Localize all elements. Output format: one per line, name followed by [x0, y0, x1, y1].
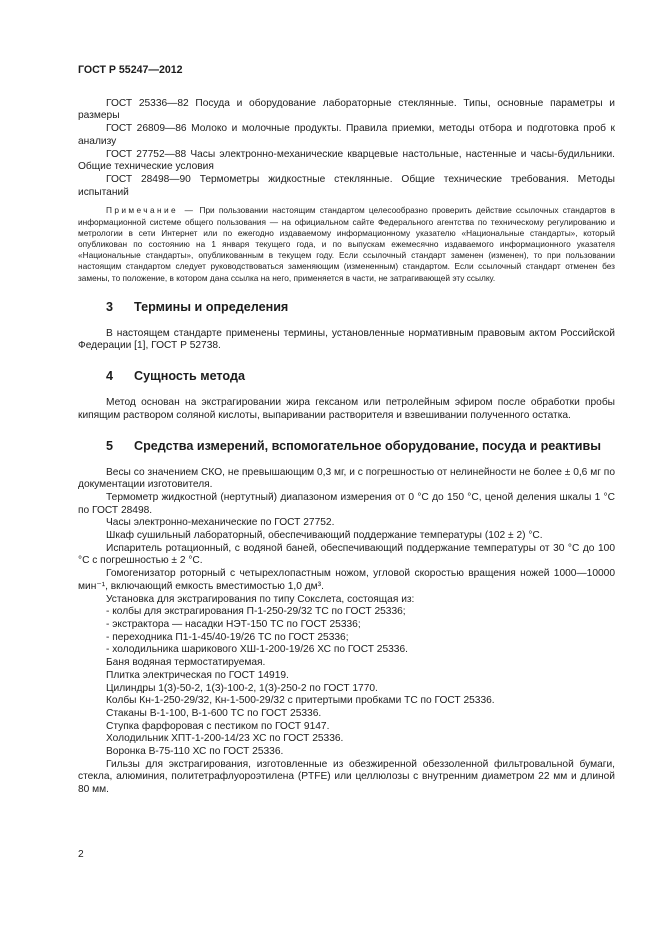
scales-paragraph: Весы со значением СКО, не превышающим 0,3 мг, и с погрешностью от нелинейности не более ± 0,6 мг по документации изготовителя.: [78, 466, 615, 491]
section-number: 4: [106, 369, 114, 384]
thimbles-paragraph: Гильзы для экстрагирования, изготовленные из обезжиренной обеззоленной фильтровальной бумаги, стекла, алюминия, политетрафлуороэтилена (PTFE) или целлюлозы с внутренним диаметром 22 мм и длиной 80 мм.: [78, 758, 615, 796]
section-title: Средства измерений, вспомогательное оборудование, посуда и реактивы: [134, 438, 602, 453]
flasks-paragraph: Колбы Кн-1-250-29/32, Кн-1-500-29/32 с притертыми пробками ТС по ГОСТ 25336.: [106, 695, 495, 707]
water-bath-paragraph: Баня водяная термостатируемая.: [106, 657, 266, 669]
rotary-evaporator-paragraph: Испаритель ротационный, с водяной баней, обеспечивающий поддержание температуры от 30 °С до 100 °С с погрешностью ± 2 °С.: [78, 542, 615, 567]
list-item: - переходника П1-1-45/40-19/26 ТС по ГОСТ 25336;: [106, 631, 349, 643]
section-4-text: Метод основан на экстрагировании жира гексаном или петролейным эфиром после обработки пробы кипящим раствором соляной кислоты, выпаривании растворителя и взвешивании полученного остатка.: [78, 397, 615, 421]
list-item: - колбы для экстрагирования П-1-250-29/32 ТС по ГОСТ 25336;: [106, 606, 406, 618]
funnel-paragraph: Воронка В-75-110 ХС по ГОСТ 25336.: [106, 746, 284, 758]
clock-paragraph: Часы электронно-механические по ГОСТ 27752.: [106, 517, 335, 529]
section-title: Термины и определения: [134, 299, 289, 314]
page-number: 2: [78, 849, 84, 860]
homogenizer-paragraph: Гомогенизатор роторный с четырехлопастным ножом, угловой скоростью вращения ножей 1000—10000 мин⁻¹, включающий емкость вместимостью 1,0 дм³.: [78, 568, 615, 592]
ref-gost-26809: ГОСТ 26809—86 Молоко и молочные продукты. Правила приемки, методы отбора и подготовка проб к анализу: [78, 123, 615, 147]
thermometer-paragraph: Термометр жидкостной (нертутный) диапазоном измерения от 0 °С до 150 °С, ценой деления шкалы 1 °С по ГОСТ 28498.: [78, 491, 615, 516]
section-3-text: В настоящем стандарте применены термины, установленные нормативным правовым актом Российской Федерации [1], ГОСТ Р 52738.: [78, 327, 615, 352]
section-title: Сущность метода: [134, 369, 245, 384]
note-text: При пользовании настоящим стандартом целесообразно проверить действие ссылочных стандартов в информационной системе общего пользования — на официальном сайте Федерального агентства по техническому регулированию и метрологии в сети Интернет или по ежегодно издаваемому информационному указателю «Национальные стандарты», который опубликован по состоянию на 1 января текущего года, и по выпускам ежемесячно издаваемого информационного указателя «Национальные стандарты», опубликованным в текущем году. Если ссылочный стандарт заменен (изменен), то при пользовании настоящим стандартом следует руководствоваться заменяющим (измененным) стандартом. Если ссылочный стандарт отменен без замены, то положение, в котором дана ссылка на него, применяется в части, не затрагивающей эту ссылку.: [78, 205, 615, 283]
cylinders-paragraph: Цилиндры 1(3)-50-2, 1(3)-100-2, 1(3)-250-2 по ГОСТ 1770.: [106, 682, 378, 694]
note: [78, 205, 615, 283]
soxhlet-paragraph: Установка для экстрагирования по типу Сокслета, состоящая из:: [106, 593, 415, 605]
beakers-paragraph: Стаканы В-1-100, В-1-600 ТС по ГОСТ 25336.: [106, 707, 322, 719]
section-4-heading: [78, 369, 615, 384]
ref-gost-27752: ГОСТ 27752—88 Часы электронно-механические кварцевые настольные, настенные и часы-будильники. Общие технические условия: [78, 148, 615, 173]
running-header: ГОСТ Р 55247—2012: [78, 64, 183, 76]
mortar-paragraph: Ступка фарфоровая с пестиком по ГОСТ 9147.: [106, 720, 330, 732]
note-label: Примечание —: [106, 205, 196, 216]
list-item: - холодильника шарикового ХШ-1-200-19/26 ХС по ГОСТ 25336.: [106, 644, 408, 656]
section-5-heading: [78, 439, 615, 454]
drying-cabinet-paragraph: Шкаф сушильный лабораторный, обеспечивающий поддержание температуры (102 ± 2) °С.: [106, 530, 543, 542]
section-number: 5: [106, 438, 114, 453]
hot-plate-paragraph: Плитка электрическая по ГОСТ 14919.: [106, 669, 289, 681]
condenser-paragraph: Холодильник ХПТ-1-200-14/23 ХС по ГОСТ 25336.: [106, 733, 344, 745]
section-3-heading: [78, 300, 615, 315]
section-number: 3: [106, 299, 114, 314]
ref-gost-28498: ГОСТ 28498—90 Термометры жидкостные стеклянные. Общие технические требования. Методы испытаний: [78, 173, 615, 198]
ref-gost-25336: ГОСТ 25336—82 Посуда и оборудование лабораторные стеклянные. Типы, основные параметры и размеры: [78, 97, 615, 122]
list-item: - экстрактора — насадки НЭТ-150 ТС по ГОСТ 25336;: [106, 619, 361, 630]
